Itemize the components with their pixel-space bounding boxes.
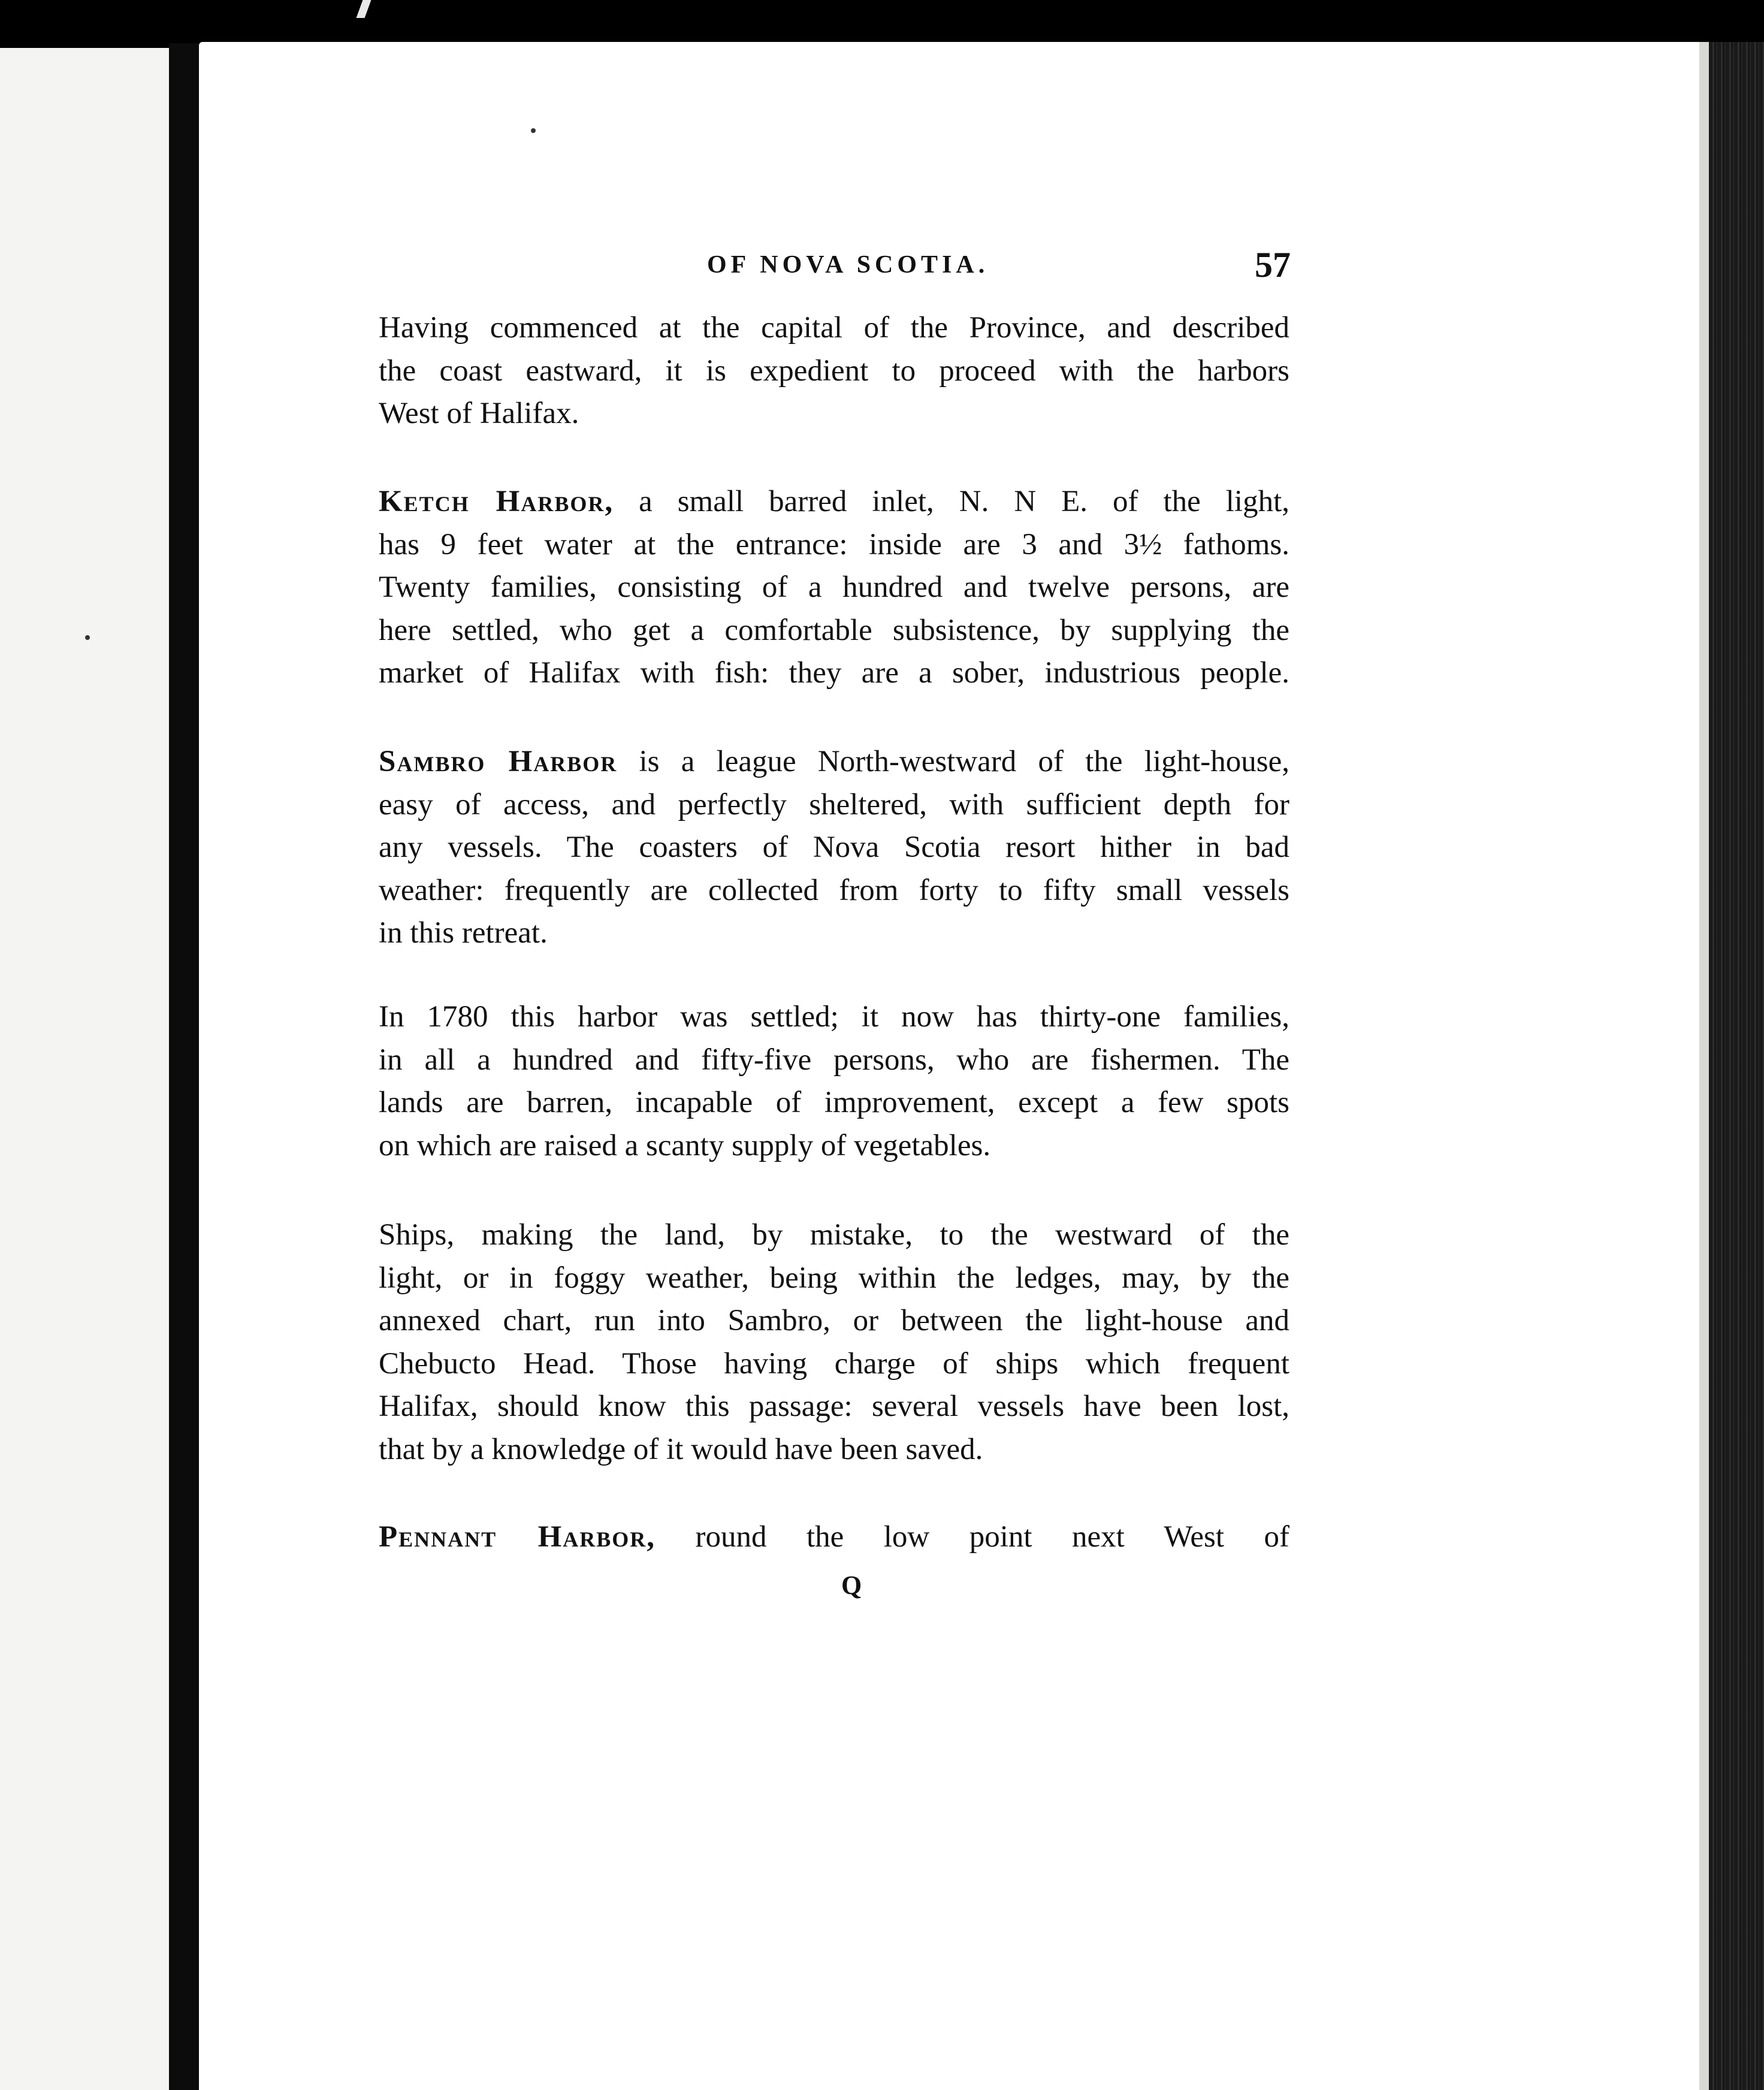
ink-speck (85, 635, 90, 640)
text-line: in all a hundred and fifty-five persons, who are fishermen. The (379, 1043, 1289, 1077)
text-line: Twenty families, consisting of a hundred and twelve persons, are (379, 570, 1289, 604)
text-line: Pennant Harbor, round the low point next West of (379, 1520, 1289, 1554)
text-line: that by a knowledge of it would have been saved. (379, 1432, 983, 1466)
text-line: Chebucto Head. Those having charge of ships which frequent (379, 1346, 1289, 1381)
paragraph-ketch-harbor (379, 481, 1289, 695)
text-line: the coast eastward, it is expedient to proceed with the harbors (379, 354, 1289, 388)
text-line: Having commenced at the capital of the Province, and described (379, 311, 1289, 345)
text-line: annexed chart, run into Sambro, or between the light-house and (379, 1304, 1289, 1337)
paragraph-sambro-harbor (379, 741, 1289, 955)
signature-mark: Q (841, 1570, 862, 1600)
text-line: light, or in foggy weather, being within the ledges, may, by the (379, 1261, 1289, 1295)
running-head: OF NOVA SCOTIA. (707, 251, 989, 279)
page-number: 57 (1255, 245, 1291, 285)
text-line: Ketch Harbor, a small barred inlet, N. N E. of the light, (379, 485, 1290, 518)
text-line: Ships, making the land, by mistake, to the westward of the (379, 1218, 1289, 1252)
text-line: on which are raised a scanty supply of vegetables. (379, 1128, 991, 1162)
text-line: West of Halifax. (379, 397, 579, 430)
paragraph-pennant-harbor (379, 1516, 1289, 1559)
text-line: any vessels. The coasters of Nova Scotia resort hither in bad (379, 830, 1289, 864)
book-gutter (169, 43, 199, 2090)
section-lead: Sambro Harbor (379, 745, 618, 778)
text-line: market of Halifax with fish: they are a sober, industrious people. (379, 656, 1289, 690)
section-lead: Ketch Harbor, (379, 485, 614, 518)
text-line: here settled, who get a comfortable subsistence, by supplying the (379, 613, 1289, 647)
text-line: lands are barren, incapable of improvement, except a few spots (379, 1086, 1289, 1119)
text-line: Sambro Harbor is a league North-westward of the light-house, (379, 745, 1289, 778)
page-stack-edge (1709, 42, 1764, 2090)
page-edge-highlight (1699, 42, 1709, 2090)
section-lead: Pennant Harbor, (379, 1520, 656, 1554)
ink-speck (531, 128, 536, 133)
text-line: weather: frequently are collected from forty to fifty small vessels (379, 873, 1289, 907)
text-line: In 1780 this harbor was settled; it now has thirty-one families, (379, 1000, 1289, 1034)
text-line: easy of access, and perfectly sheltered, with sufficient depth for (379, 787, 1289, 821)
facing-page-edge (0, 48, 169, 2090)
paragraph-4 (379, 996, 1289, 1167)
paragraph-1 (379, 307, 1289, 436)
text-line: Halifax, should know this passage: several vessels have been lost, (379, 1390, 1289, 1423)
text-line: in this retreat. (379, 916, 548, 950)
text-line: has 9 feet water at the entrance: inside are 3 and 3½ fathoms. (379, 527, 1289, 561)
paragraph-5 (379, 1214, 1289, 1471)
